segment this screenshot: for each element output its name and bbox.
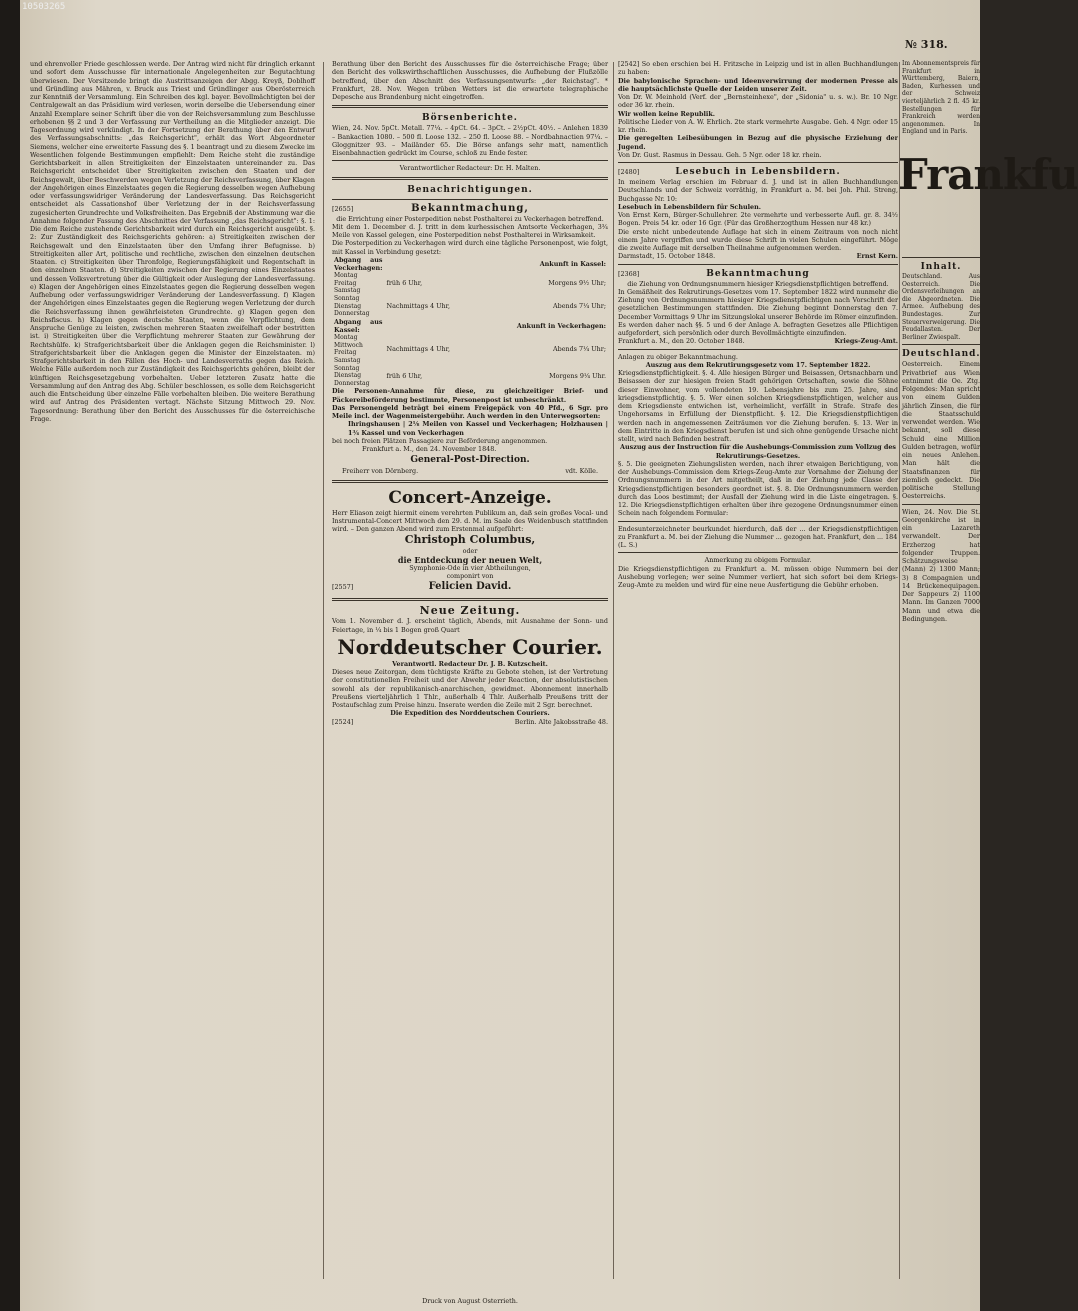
courier-address: Berlin. Alte Jakobsstraße 48. <box>514 717 608 726</box>
section-text: Wien, 24. Nov. Die St. Georgenkirche ist in ein Lazareth verwandelt. Der Erzherzog hat folgender Truppen. Schätzungsweise (Mann) 2) 1300 Mann; 3) 8 Compagnien und 14 Brückenequipagen. Der Sappeurs 2) 1100 Mann. Im Ganzen 7000 Mann und etwa die Bedingungen. <box>902 507 980 623</box>
boersen-title: Börsenberichte. <box>422 113 518 124</box>
post-notice-text: bei noch freien Plätzen Passagiere zur Beförderung angenommen. <box>332 436 548 445</box>
subscription-text: Im Abonnementspreis für Frankfurt in Württemberg, Baiern, Baden, Kurhessen und der Schweiz vierteljährlich 2 fl. 45 kr. Bestellungen für Frankreich werden angenommen. In England und in Paris. <box>902 60 980 136</box>
lesebuch-title: Lesebuch in Lebensbildern. <box>675 167 841 177</box>
seal-mark: (L. S.) <box>618 541 638 549</box>
book-title: Die geregelten Leibesübungen in Bezug auf die physische Erziehung der Jugend. <box>618 134 898 151</box>
post-notice-text: Mit dem 1. December d. J. tritt in dem kurhessischen Amtsorte Veckerhagen, 3¾ Meile von Kassel gelegen, eine Posterpedition nebst Posthalterei in Wirksamkeit. <box>332 222 608 239</box>
post-signature: vdt. Kölle. <box>565 467 598 476</box>
concert-composed-by: componirt von <box>446 572 494 581</box>
table-row <box>332 272 608 295</box>
issue-number: № 318. <box>905 38 948 51</box>
column-divider <box>899 62 900 1279</box>
zeitung-title: Neue Zeitung. <box>419 604 521 618</box>
post-stops: Ihringshausen | 2⅛ Meilen von Kassel und Veckerhagen; Holzhausen | 1¾ Kassel und von Veckerhagen <box>348 420 608 437</box>
divider <box>902 344 980 345</box>
parliament-report-text: und ehrenvoller Friede geschlossen werde. Der Antrag wird nicht für dringlich erkannt und sofort dem Ausschusse für internationale Angelegenheiten zur Begutachtung überwiesen. Der Vorsitzende bringt die Austrittsanzeigen der Abgg. Kreyß, Doblhoff und Gründling aus Mähren, v. Bruck aus Triest und Gründlinger aus Oberösterreich zur Kenntniß der Versammlung. Ein Schreiben des kgl. bayer. Bevollmächtigten bei der Centralgewalt an das Präsidium wird verlesen, worin derselbe die Uebersendung einer Anzahl Exemplare seiner Schrift über die von der Reichsversammlung zum Beschlusse erhobenen §§ 2 und 3 der Verfassung zur Vertheilung an die Mitglieder anzeigt. Die Tagesordnung wird verkündigt. In der Fortsetzung der Berathung über den Entwurf des Verfassungsabschnitts: „das Reichsgericht", erhält das Wort Abgeordneter Siemens, welcher eine erweiterte Fassung des §. 1 beantragt und zu diesem Zwecke im Wesentlichen folgende Bestimmungen empfiehlt: Dem Reiche steht die zuständige Gerichtsbarkeit in allen Streitigkeiten der Einzelstaaten untereinander zu. Das Reichsgericht entscheidet über Streitigkeiten zwischen den Staaten und der Reichsgewalt, über Beschwerden wegen Verletzung der Reichsverfassung, über Klagen der Angehörigen eines Einzelstaates gegen die Regierung desselben wegen Aufhebung oder verfassungswidriger Veränderung der Landesverfassung. Das Reichsgericht entscheidet als Cassationshof über Verletzung der in der Reichsverfassung zugesicherten Grundrechte und Volksfreiheiten. Das Ergebniß der Abstimmung war die Annahme folgender Fassung des Abschnittes der Verfassung „das Reichsgericht": §. 1: Die dem Reiche zustehende Gerichtsbarkeit wird durch ein Reichsgericht ausgeübt. §. 2: Zur Zuständigkeit des Reichsgerichts gehören: a) Streitigkeiten zwischen der Reichsgewalt und den Einzelstaaten über den Umfang ihrer Befugnisse. b) Streitigkeiten aller Art, politische und rechtliche, zwischen den einzelnen deutschen Staaten. c) Streitigkeiten über Thronfolge, Regierungsfähigkeit und Regentschaft in den einzelnen Staaten. d) Streitigkeiten zwischen der Regierung eines Einzelstaates und dessen Volksvertretung über die Gültigkeit oder Auslegung der Landesverfassung. e) Klagen der Angehörigen eines Einzelstaates gegen die Regierung desselben wegen Aufhebung oder verfassungswidriger Veränderung der Landesverfassung. f) Klagen der Angehörigen eines Einzelstaates gegen die Regierung wegen Verletzung der durch die Reichsverfassung ihnen gewährleisteten Grundrechte. g) Klagen gegen den Reichsfiscus. h) Klagen gegen deutsche Staaten, wenn die Verpflichtung, dem Anspruche Genüge zu leisten, zwischen mehreren Staaten zweifelhaft oder bestritten ist. i) Streitigkeiten über die Verpflichtung mehrerer Staaten zur Gewährung der Rechtshülfe. k) Strafgerichtsbarkeit über die Anklagen gegen die Reichsminister. l) Strafgerichtsbarkeit über die Anklagen gegen die Minister der Einzelstaaten. m) Strafgerichtsbarkeit in den Fällen des Hoch- und Landesverraths gegen das Reich. Welche Fälle außerdem noch zur Zuständigkeit des Reichsgerichts gehören, bleibt der künftigen Reichsgesetzgebung vorbehalten. Ueber letzteren Zusatz hatte die Versammlung auf den Antrag des Abg. Schüler beschlossen, es solle dem Reichsgericht auch die Entscheidung über einzelne Fälle vorbehalten bleiben. Die weitere Berathung wird auf Antrag des Präsidenten vertagt. Nächste Sitzung Mittwoch 29. Nov. Tagesordnung: Berathung über den Bericht des Ausschusses für die österreichische Frage. <box>30 60 315 423</box>
imprint-line: Druck von August Osterrieth. <box>422 1297 518 1305</box>
editor-line: Verantwortlicher Redacteur: Dr. H. Malten. <box>399 164 541 173</box>
divider <box>332 177 608 180</box>
annex-title: Anlagen zu obiger Bekanntmachung. <box>618 352 738 361</box>
table-cell: Abends 7¼ Uhr; <box>552 302 606 311</box>
advertisements-column <box>618 60 898 1283</box>
divider <box>902 504 980 505</box>
announcement-text: In Gemäßheit des Rekrutirungs-Gesetzes vom 17. September 1822 wird nunmehr die Ziehung von Ordnungsnummern hiesiger Kriegsdienstpflichtigen nach Vorschrift der gesetzlichen Bestimmungen stattfinden. Die Ziehung beginnt Donnerstag den 7. December Vormittags 9 Uhr im Sitzungslokal unserer Behörde im Römer einzufinden. Es werden daher nach §§. 5 und 6 der Anlage A. befragten Gesetzes alle Pflichtigen aufgefordert, sich persönlich oder durch Bevollmächtigte einzufinden. <box>618 287 898 337</box>
table-cell: Sonntag Dienstag Donnerstag <box>334 364 370 387</box>
divider <box>332 160 608 161</box>
book-title: Die babylonische Sprachen- und Ideenverwirrung der modernen Presse als die hauptsächlichste Quelle der Leiden unserer Zeit. <box>618 76 898 93</box>
table-cell: früh 6 Uhr, <box>386 279 423 288</box>
table-row <box>332 334 608 364</box>
scan-id: 10503265 <box>22 2 66 12</box>
masthead-title: Frankfu <box>898 150 1078 199</box>
divider <box>618 521 898 522</box>
notices-column <box>332 60 608 1283</box>
table-cell: Nachmittags 4 Uhr, <box>386 345 451 354</box>
parliament-report-column <box>30 60 315 1283</box>
notice-ref: [2542] <box>618 60 640 68</box>
courier-title: Norddeutscher Courier. <box>337 634 603 659</box>
notice-ref: [2524] <box>332 717 354 726</box>
announcement-subtitle: die Ziehung von Ordnungsnummern hiesiger Kriegsdienstpflichtigen betreffend. <box>627 279 889 288</box>
book-title: Lesebuch in Lebensbildern für Schulen. <box>618 202 761 211</box>
excerpt-title: Auszug aus dem Rekrutirungsgesetz vom 17. September 1822. <box>645 360 871 369</box>
notice-ref: [2557] <box>332 583 354 592</box>
divider <box>618 349 898 350</box>
newspaper-page <box>20 0 1078 1311</box>
post-signature: Freiherr von Dörnberg. <box>342 467 419 476</box>
table-cell: Montag Mittwoch Freitag Samstag <box>334 334 363 364</box>
boersen-text: Wien, 24. Nov. 5pCt. Metall. 77¼. – 4pCt. 64. – 3pCt. – 2½pCt. 40½. – Anlehen 1839 – Bankactien 1080. – 500 fl. Loose 132. – 250 fl. Loose 88. – Nordbahnactien 97¼. – Gloggnitzer 93. – Mailänder 65. Die Börse anfangs sehr matt, namentlich Eisenbahnactien gedrückt im Course, schloß zu Ende fester. <box>332 124 608 157</box>
post-notice-title: Bekanntmachung, <box>411 202 529 214</box>
table-cell: früh 6 Uhr, <box>386 371 423 380</box>
note-title: Anmerkung zu obigem Formular. <box>704 556 812 565</box>
divider <box>902 257 980 258</box>
divider <box>332 480 608 483</box>
column-divider <box>323 62 324 1279</box>
courier-text: Dieses neue Zeitorgan, dem tüchtigste Kräfte zu Gebote stehen, ist der Vertretung der constitutionellen Freiheit und der Abwehr jeder Reaction, der absolutistischen sowohl als der republikanisch-anarchischen, gewidmet. Abonnement innerhalb Preußens vierteljährlich 1 Thlr., außerhalb 4 Thlr. Außerhalb Preußens tritt der Postaufschlag zum Preise hinzu. Inserate werden die Zeile mit 2 Sgr. berechnet. <box>332 668 608 710</box>
timetable-veckerhagen-kassel <box>332 256 608 388</box>
divider <box>618 264 898 265</box>
concert-subtitle: die Entdeckung der neuen Welt, <box>397 554 543 565</box>
ad-text: Von Dr. W. Meinhold (Verf. der „Bernsteinhexe", der „Sidonia" u. s. w.). Br. 10 Ngr. oder 36 kr. rhein. <box>618 93 898 110</box>
zeitung-text: Vom 1. November d. J. erscheint täglich, Abends, mit Ausnahme der Sonn- und Feiertage, in ¼ bis 1 Bogen groß Quart <box>332 617 608 634</box>
concert-description: Symphonie-Ode in vier Abtheilungen, <box>409 563 531 572</box>
concert-oder: oder <box>462 547 478 556</box>
table-cell: Nachmittags 4 Uhr, <box>386 302 451 311</box>
table-cell: Morgens 9¼ Uhr. <box>549 371 606 380</box>
table-row <box>332 295 608 318</box>
divider <box>332 199 608 200</box>
ad-text: Politische Lieder von A. W. Ehrlich. 2te stark vermehrte Ausgabe. Geh. 4 Ngr. oder 15 kr. rhein. <box>618 117 898 134</box>
notice-ref: [2368] <box>618 269 640 278</box>
contents-title: Inhalt. <box>920 261 962 272</box>
ad-text: Von Dr. Gust. Rasmus in Dessau. Geh. 5 Ngr. oder 18 kr. rhein. <box>618 150 822 159</box>
divider <box>618 162 898 163</box>
excerpt-text: §. 5. Die geeigneten Ziehungslisten werden, nach ihrer etwaigen Berichtigung, von der Aushebungs-Commission dem Kriegs-Zeug-Amte zur Vornahme der Ziehung der Ordnungsnummern in der Art mitgetheilt, daß in der Ziehung jede Classe der Kriegsdienstpflichtigen besonders geordnet ist. §. 8. Die Ordnungsnummern werden durch das Loos bestimmt; der Ausfall der Ziehung wird in die Liste eingetragen. §. 12. Die Kriegsdienstpflichtigen erhalten über ihre gezogene Ordnungsnummer einen Schein nach folgendem Formular: <box>618 459 898 518</box>
announcement-title: Bekanntmachung <box>706 268 810 279</box>
table-cell: Morgens 9½ Uhr; <box>548 279 606 288</box>
table-row <box>332 365 608 388</box>
ad-text: In meinem Verlag erschien im Februar d. J. und ist in allen Buchhandlungen Deutschlands und der Schweiz vorräthig, in Frankfurt a. M. bei Joh. Phil. Streng, Buchgasse Nr. 10: <box>618 178 898 203</box>
table-header: Ankunft in Kassel: <box>539 259 606 268</box>
post-date: Frankfurt a. M., den 24. November 1848. <box>362 445 497 454</box>
table-header: Ankunft in Veckerhagen: <box>516 321 606 330</box>
front-page-column <box>902 60 980 1283</box>
excerpt-title: Auszug aus der Instruction für die Aushebungs-Commission zum Vollzug des Rekrutirungs-Gesetzes. <box>620 443 896 460</box>
form-text: Endesunterzeichneter beurkundet hierdurch, daß der ... der Kriegsdienstpflichtigen zu Frankfurt a. M. bei der Ziehung die Nummer ... gezogen hat. Frankfurt, den ... 184 <box>618 524 898 541</box>
concert-title: Concert-Anzeige. <box>388 487 552 508</box>
book-title: Wir wollen keine Republik. <box>618 109 715 118</box>
section-text: Oesterreich. Einem Privatbrief aus Wien entnimmt die Oe. Ztg. Folgendes: Man spricht von einem Gulden jährlich Zinsen, die für die Staatsschuld verwendet werden. Wie bekannt, soll diese Schuld eine Million Gulden betragen, wofür ein neues Anlehen. Man hält die Staatsfinanzen für ziemlich gedeckt. Die politische Stellung Oesterreichs. <box>902 360 980 501</box>
table-header: Abgang aus Kassel: <box>334 317 383 334</box>
post-notice-text: Die Personen-Annahme für diese, zu gleichzeitiger Brief- und Päckereibeförderung bestimmte, Personenpost ist unbeschränkt. <box>332 387 608 404</box>
ad-signature: Ernst Kern. <box>856 252 898 261</box>
table-header: Abgang aus Veckerhagen: <box>334 255 383 272</box>
concert-text: Herr Eliason zeigt hiermit einem verehrten Publikum an, daß sein großes Vocal- und Instrumental-Concert Mittwoch den 29. d. M. im Saale des Weidenbusch stattfinden wird. – Den ganzen Abend wird zum Erstenmal aufgeführt: <box>332 508 608 534</box>
notices-title: Benachrichtigungen. <box>407 184 533 195</box>
announcement-signature: Kriegs-Zeug-Amt. <box>834 337 898 346</box>
contents-text: Deutschland. Aus Oesterreich. Die Ordensverleihungen an die Abgeordneten. Die Armee. Aufhebung des Bundestages. Zur Steuerverweigerung. Die Feudallasten. Der Berliner Zwiespalt. <box>902 272 980 341</box>
notice-ref: [2655] <box>332 204 354 213</box>
post-notice-text: Das Personengeld beträgt bei einem Freigepäck von 40 Pfd., 6 Sgr. pro Meile incl. der Wagenmeistergebühr. Auch werden in den Unterwegsorten: <box>332 403 608 421</box>
divider <box>332 598 608 601</box>
post-notice-subtitle: die Errichtung einer Posterpedition nebst Posthalterei zu Veckerhagen betreffend. <box>336 214 604 223</box>
post-signature: General-Post-Direction. <box>410 455 530 466</box>
divider <box>332 105 608 108</box>
announcement-date: Frankfurt a. M., den 20. October 1848. <box>618 337 745 346</box>
table-cell: Abends 7¼ Uhr; <box>552 345 606 354</box>
column-divider <box>613 62 614 1279</box>
section-title: Deutschland. <box>902 349 981 360</box>
scan-gutter <box>0 0 20 1311</box>
table-cell: Sonntag Dienstag Donnerstag <box>334 294 370 318</box>
ad-text: Von Ernst Kern, Bürger-Schullehrer. 2te vermehrte und verbesserte Aufl. gr. 8. 34½ Bogen. Preis 54 kr. oder 16 Ggr. (Für das Großherzogthum Hessen nur 48 kr.) <box>618 211 898 228</box>
excerpt-text: Kriegsdienstpflichtigkeit. §. 4. Alle hiesigen Bürger und Beisassen, Ortsnachbarn und Beisassen der zur hiesigen freien Stadt gehörigen Ortschaften, sowie die Söhne dieser Einwohner, vom vollendeten 19. Lebensjahre bis zum 25. Jahre, sind kriegsdienstpflichtig. §. 5. Wer einen solchen Kriegsdienstpflichtigen, welcher aus dem Kriegsdienste entwichen ist, verheimlicht, verfällt in Strafe. Strafe des Ungehorsams in Erfüllung der Dienstpflicht. §. 12. Die Kriegsdienstpflichtigen werden nach in angemessenen Zeiträumen vor die Ziehung berufen. §. 13. Wer in dem Eintritte in den Kriegsdienst berufen ist und sich ohne genügende Ursache nicht stellt, wird nach Befinden bestraft. <box>618 369 898 443</box>
berathung-text: Berathung über den Bericht des Ausschusses für die österreichische Frage; über den Bericht des volkswirthschaftlichen Ausschusses, die Aufhebung der Flußzölle betreffend, über den Abschnitt des Verfassungsentwurfs: „der Reichstag". * Frankfurt, 28. Nov. Wegen trüben Wetters ist die erwartete telegraphische Depesche aus Brandenburg nicht eingetroffen. <box>332 60 608 101</box>
courier-signature: Die Expedition des Norddeutschen Couriers. <box>390 709 550 718</box>
divider <box>618 552 898 553</box>
concert-work: Christoph Columbus, <box>404 533 536 547</box>
concert-composer: Felicien David. <box>428 581 512 593</box>
ad-date: Darmstadt, 15. October 1848. <box>618 252 716 261</box>
courier-editor: Verantwortl. Redacteur Dr. J. B. Kutzscheit. <box>392 659 548 668</box>
ad-text: So eben erschien bei H. Fritzsche in Leipzig und ist in allen Buchhandlungen zu haben: <box>618 60 898 77</box>
ad-text: Die erste nicht unbedeutende Auflage hat sich in einem Zeitraum von noch nicht einem Jahre vergriffen und wurde diese Schrift in vielen Schulen eingeführt. Möge die zweite Auflage mit derselben Theilnahme aufgenommen werden. <box>618 227 898 252</box>
notice-ref: [2480] <box>618 168 640 176</box>
post-notice-text: Die Posterpedition zu Veckerhagen wird durch eine tägliche Personenpost, wie folgt, mit Kassel in Verbindung gesetzt: <box>332 239 608 256</box>
note-text: Die Kriegsdienstpflichtigen zu Frankfurt a. M. müssen obige Nummern bei der Aushebung vorlegen; wer seine Nummer verliert, hat sich sofort bei dem Kriegs-Zeug-Amte zu melden und wird für eine neue Ausfertigung die Gebühr erhoben. <box>618 564 898 589</box>
table-cell: Montag Freitag Samstag <box>334 272 361 295</box>
